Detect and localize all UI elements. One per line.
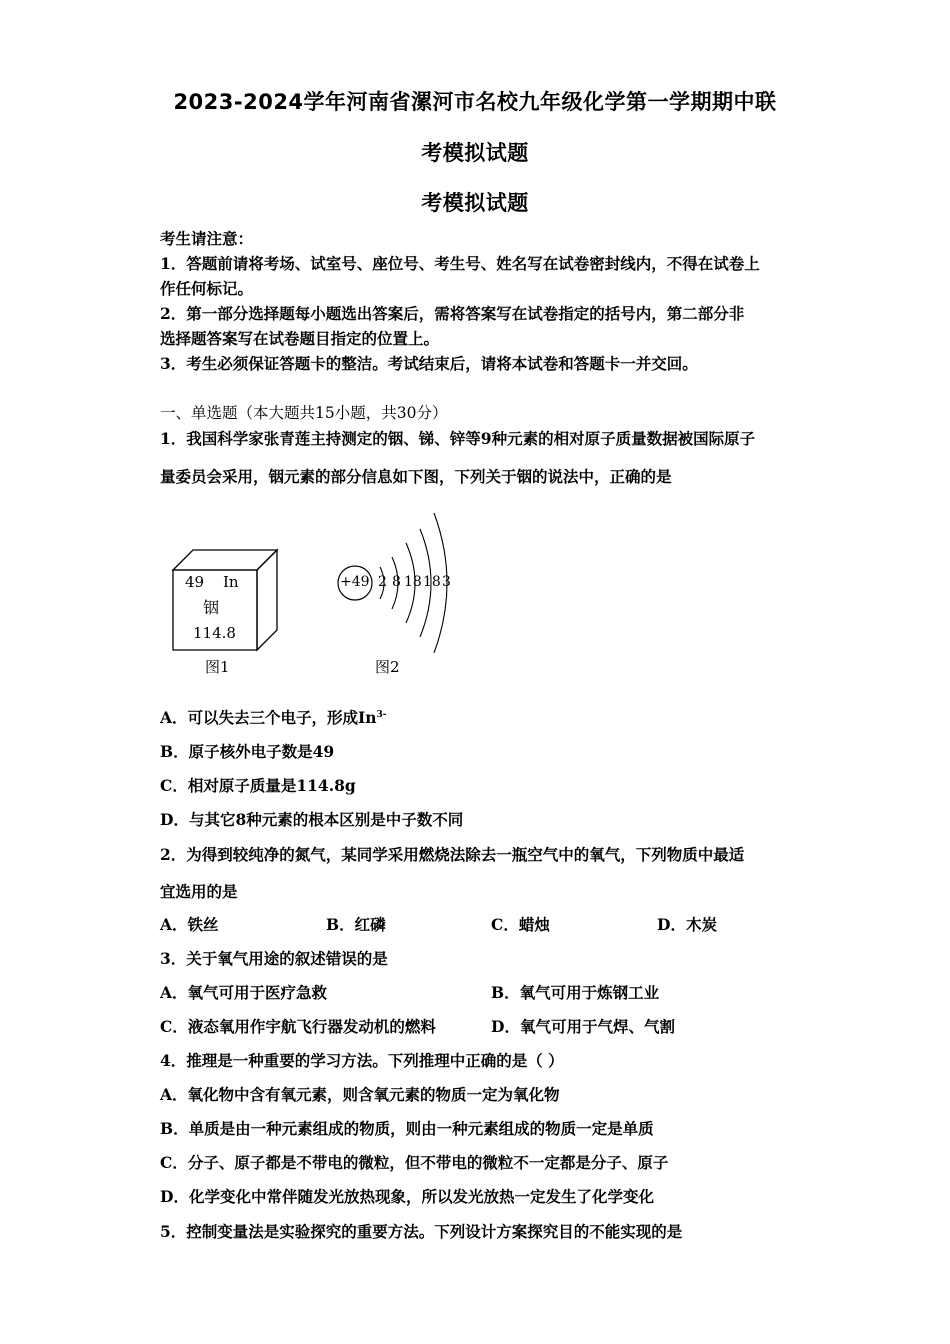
exam-title-line3: 考模拟试题 xyxy=(421,191,529,215)
q2-stem: 2．为得到较纯净的氮气，某同学采用燃烧法除去一瓶空气中的氧气，下列物质中最适 xyxy=(160,845,745,864)
q4-option-a: A．氧化物中含有氧元素，则含氧元素的物质一定为氧化物 xyxy=(160,1085,560,1104)
notice-item: 作任何标记。 xyxy=(160,279,254,298)
q1-stem-cont: 量委员会采用，铟元素的部分信息如下图，下列关于铟的说法中，正确的是 xyxy=(160,467,672,486)
nucleus-charge: +49 xyxy=(340,574,370,590)
shell-1-electrons: 2 xyxy=(378,574,387,590)
q1-option-d: D．与其它8种元素的根本区别是中子数不同 xyxy=(160,810,464,829)
q3-option-c: C．液态氧用作宇航飞行器发动机的燃料 xyxy=(160,1017,436,1036)
q3-option-d: D．氧气可用于气焊、气割 xyxy=(491,1017,675,1036)
atomic-number: 49 xyxy=(185,573,205,591)
q3-option-b: B．氧气可用于炼钢工业 xyxy=(491,983,660,1002)
notice-item: 选择题答案写在试卷题目指定的位置上。 xyxy=(160,329,440,348)
exam-title-line2: 考模拟试题 xyxy=(421,141,529,165)
figure1-label: 图1 xyxy=(205,658,230,676)
notice-item: 3．考生必须保证答题卡的整洁。考试结束后，请将本试卷和答题卡一并交回。 xyxy=(160,354,698,373)
q4-option-d: D．化学变化中常伴随发光放热现象，所以发光放热一定发生了化学变化 xyxy=(160,1187,654,1206)
exam-title-line1: 2023-2024学年河南省漯河市名校九年级化学第一学期期中联 xyxy=(173,90,777,114)
q4-stem: 4．推理是一种重要的学习方法。下列推理中正确的是（ ） xyxy=(160,1051,564,1070)
q1-option-a-charge: 3- xyxy=(376,710,387,720)
notice-item: 2．第一部分选择题每小题选出答案后，需将答案写在试卷指定的括号内，第二部分非 xyxy=(160,304,745,323)
q4-option-c: C．分子、原子都是不带电的微粒，但不带电的微粒不一定都是分子、原子 xyxy=(160,1153,669,1172)
q1-option-a-text: A．可以失去三个电子，形成In xyxy=(160,708,377,727)
shell-3-electrons: 18 xyxy=(404,574,422,590)
q3-option-a: A．氧气可用于医疗急救 xyxy=(160,983,328,1002)
q2-option-d: D．木炭 xyxy=(657,915,717,934)
q2-option-b: B．红磷 xyxy=(326,915,386,934)
q1-option-b: B．原子核外电子数是49 xyxy=(160,742,335,761)
element-symbol: In xyxy=(223,573,239,591)
notice-item: 1．答题前请将考场、试室号、座位号、考生号、姓名写在试卷密封线内，不得在试卷上 xyxy=(160,254,760,273)
q4-option-b: B．单质是由一种元素组成的物质，则由一种元素组成的物质一定是单质 xyxy=(160,1119,654,1138)
element-name: 铟 xyxy=(203,598,220,617)
shell-4-electrons: 18 xyxy=(423,574,441,590)
q2-option-c: C．蜡烛 xyxy=(491,915,550,934)
q2-option-a: A．铁丝 xyxy=(160,915,219,934)
q1-option-a xyxy=(160,706,387,728)
q3-stem: 3．关于氧气用途的叙述错误的是 xyxy=(160,949,388,968)
figure2-label: 图2 xyxy=(375,658,400,676)
shell-2-electrons: 8 xyxy=(392,574,401,590)
section-heading: 一、单选题（本大题共15小题，共30分） xyxy=(160,404,448,422)
notice-heading: 考生请注意： xyxy=(160,229,254,248)
atomic-mass: 114.8 xyxy=(193,624,236,642)
q2-stem-cont: 宜选用的是 xyxy=(160,882,238,901)
shell-5-electrons: 3 xyxy=(442,574,451,590)
q5-stem: 5．控制变量法是实验探究的重要方法。下列设计方案探究目的不能实现的是 xyxy=(160,1222,683,1241)
q1-stem: 1．我国科学家张青莲主持测定的铟、锑、锌等9种元素的相对原子质量数据被国际原子 xyxy=(160,429,756,448)
q1-option-c: C．相对原子质量是114.8g xyxy=(160,776,356,795)
atom-structure-figure xyxy=(330,505,460,655)
